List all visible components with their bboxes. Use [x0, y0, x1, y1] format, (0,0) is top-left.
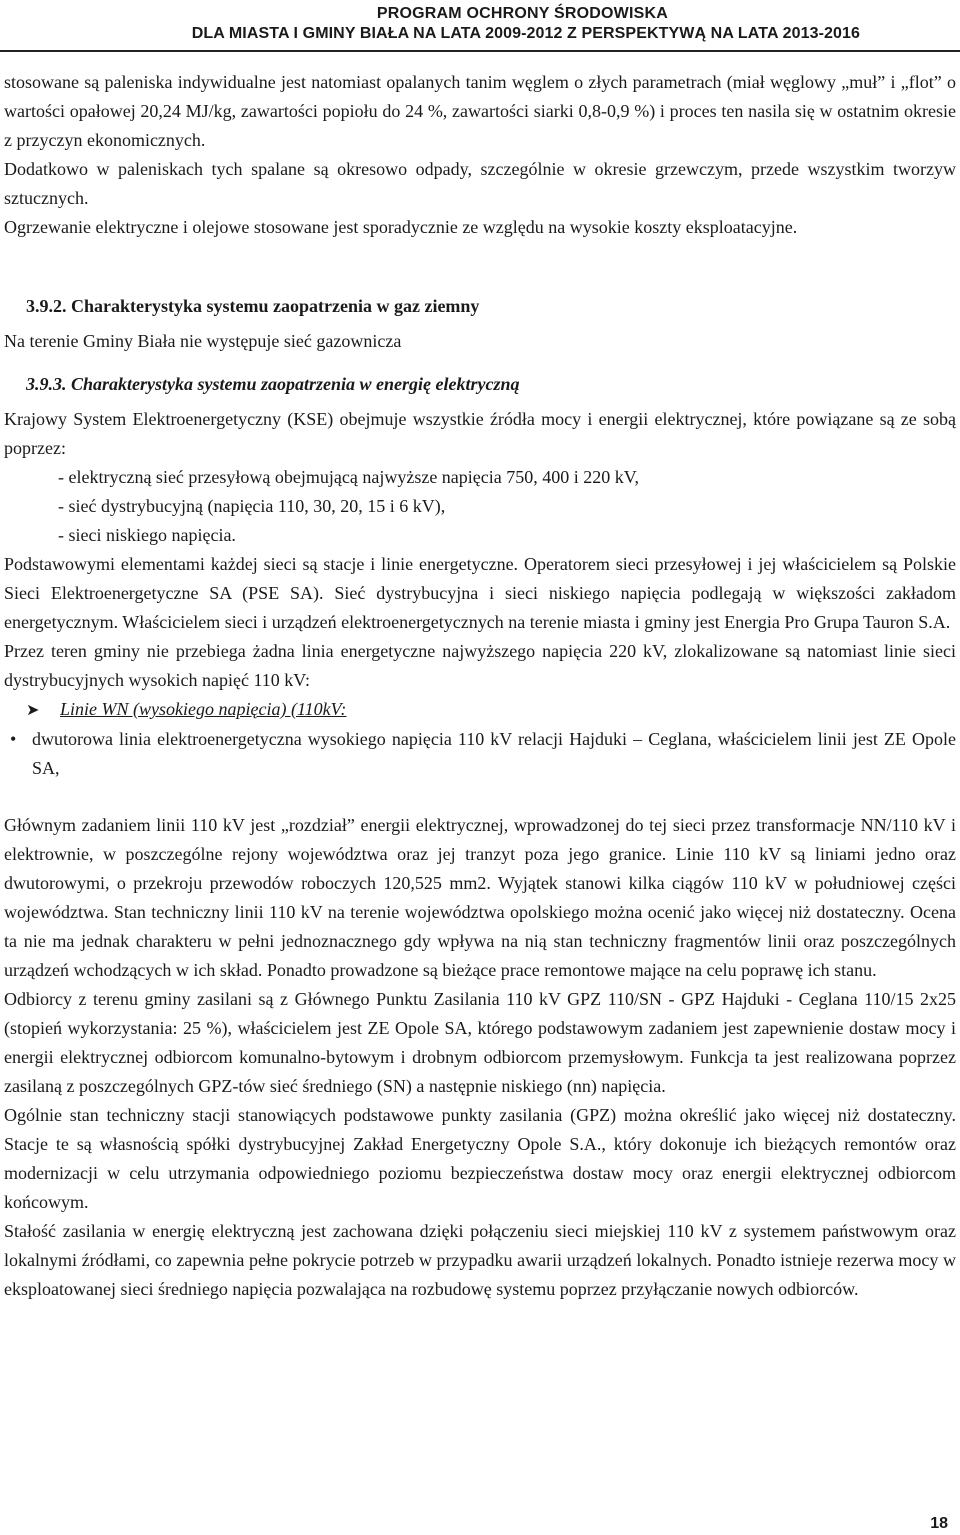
bullet-item-text: dwutorowa linia elektroenergetyczna wysokiego napięcia 110 kV relacji Hajduki – Ceglana, właścicielem linii jest ZE Opole SA,: [32, 729, 956, 778]
network-list: [4, 463, 956, 550]
paragraph-ogrzewanie: Ogrzewanie elektryczne i olejowe stosowane jest sporadycznie ze względu na wysokie koszty eksploatacyjne.: [4, 217, 798, 237]
list-item: - sieć dystrybucyjną (napięcia 110, 30, 20, 15 i 6 kV),: [58, 496, 446, 516]
document-body: [4, 68, 956, 1304]
paragraph-ogolnie: Ogólnie stan techniczny stacji stanowiących podstawowe punkty zasilania (GPZ) można określić jako więcej niż dostateczny. Stacje te są własnością spółki dystrybucyjnej Zakład Energetyczny Opole S.A., który dokonuje ich bieżących remontów oraz modernizacji w celu utrzymania odpowiedniego poziomu bezpieczeństwa dostaw mocy oraz energii elektrycznej odbiorcom końcowym.: [4, 1105, 956, 1212]
header-program-title: PROGRAM OCHRONY ŚRODOWISKA: [376, 5, 668, 22]
page-header: [0, 4, 960, 44]
paragraph-teren: Przez teren gminy nie przebiega żadna linia energetyczne najwyższego napięcia 220 kV, zlokalizowane są natomiast linie sieci dystrybucyjnych wysokich napięć 110 kV:: [4, 641, 956, 690]
section-heading-electricity: 3.9.3. Charakterystyka systemu zaopatrzenia w energię elektryczną: [26, 374, 520, 394]
header-subtitle: DLA MIASTA I GMINY BIAŁA NA LATA 2009-2012 Z PERSPEKTYWĄ NA LATA 2013-2016: [191, 25, 860, 42]
section-heading-gas: 3.9.2. Charakterystyka systemu zaopatrzenia w gaz ziemny: [26, 296, 480, 316]
arrow-list-item: [26, 695, 956, 725]
paragraph-stalosc: Stałość zasilania w energię elektryczną jest zachowana dzięki połączeniu sieci miejskiej 110 kV z systemem państwowym oraz lokalnymi źródłami, co zapewnia pełne pokrycie potrzeb w przypadku awarii urządzeń lokalnych. Ponadto istnieje rezerwa mocy w eksploatowanej sieci średniego napięcia pozwalająca na rozbudowę systemu poprzez przyłączanie nowych odbiorców.: [4, 1221, 956, 1299]
paragraph-kse-intro: Krajowy System Elektroenergetyczny (KSE) obejmuje wszystkie źródła mocy i energii elektrycznej, które powiązane są ze sobą poprzez:: [4, 409, 956, 458]
paragraph-paleniska: stosowane są paleniska indywidualne jest natomiast opalanych tanim węglem o złych parametrach (miał węglowy „muł” i „flot” o wartości opałowej 20,24 MJ/kg, zawartości popiołu do 24 %, zawartości siarki 0,8-0,9 %) i proces ten nasila się w ostatnim okresie z przyczyn ekonomicznych.: [4, 72, 956, 150]
bullet-dot-icon: •: [10, 729, 17, 749]
arrow-bullet-icon: ➤: [26, 702, 40, 719]
header-rule: [0, 50, 960, 52]
list-item: - elektryczną sieć przesyłową obejmującą najwyższe napięcia 750, 400 i 220 kV,: [58, 467, 639, 487]
paragraph-glowny: Głównym zadaniem linii 110 kV jest „rozdział” energii elektrycznej, wprowadzonej do tej sieci przez transformacje NN/110 kV i elektrownie, w poszczególne rejony województwa oraz jej tranzyt poza jego granice. Linie 110 kV są liniami jedno oraz dwutorowymi, o przekroju przewodów roboczych 120,525 mm2. Wyjątek stanowi kilka ciągów 110 kV w południowej części województwa. Stan techniczny linii 110 kV na terenie województwa opolskiego można ocenić jako więcej niż dostateczny. Ocena ta nie ma jednak charakteru w pełni jednoznacznego gdy wpływa na nią stan techniczny fragmentów linii oraz poszczególnych urządzeń wchodzących w ich skład. Ponadto prowadzone są bieżące prace remontowe mające na celu poprawę ich stanu.: [4, 815, 956, 980]
paragraph-elements: Podstawowymi elementami każdej sieci są stacje i linie energetyczne. Operatorem sieci przesyłowej i jej właścicielem są Polskie Sieci Elektroenergetyczne SA (PSE SA). Sieć dystrybucyjna i sieci niskiego napięcia podlegają w większości zakładom energetycznym. Właścicielem sieci i urządzeń elektroenergetycznych na terenie miasta i gminy jest Energia Pro Grupa Tauron S.A.: [4, 554, 956, 632]
arrow-item-label: Linie WN (wysokiego napięcia) (110kV:: [60, 699, 347, 719]
list-item: - sieci niskiego napięcia.: [58, 525, 236, 545]
paragraph-odbiorcy: Odbiorcy z terenu gminy zasilani są z Głównego Punktu Zasilania 110 kV GPZ 110/SN - GPZ Hajduki - Ceglana 110/15 2x25 (stopień wykorzystania: 25 %), właścicielem jest ZE Opole SA, którego podstawowym zadaniem jest zapewnienie dostaw mocy i energii elektrycznej odbiorcom komunalno-bytowym i drobnym odbiorcom przemysłowym. Funkcja ta jest realizowana poprzez zasilaną z poszczególnych GPZ-tów sieć średniego (SN) a następnie niskiego (nn) napięcia.: [4, 989, 956, 1096]
paragraph-odpady: Dodatkowo w paleniskach tych spalane są okresowo odpady, szczególnie w okresie grzewczym, przede wszystkim tworzyw sztucznych.: [4, 159, 956, 208]
page-number: 18: [930, 1515, 948, 1532]
paragraph-gas: Na terenie Gminy Biała nie występuje sieć gazownicza: [4, 331, 402, 351]
bullet-item: [4, 725, 956, 783]
